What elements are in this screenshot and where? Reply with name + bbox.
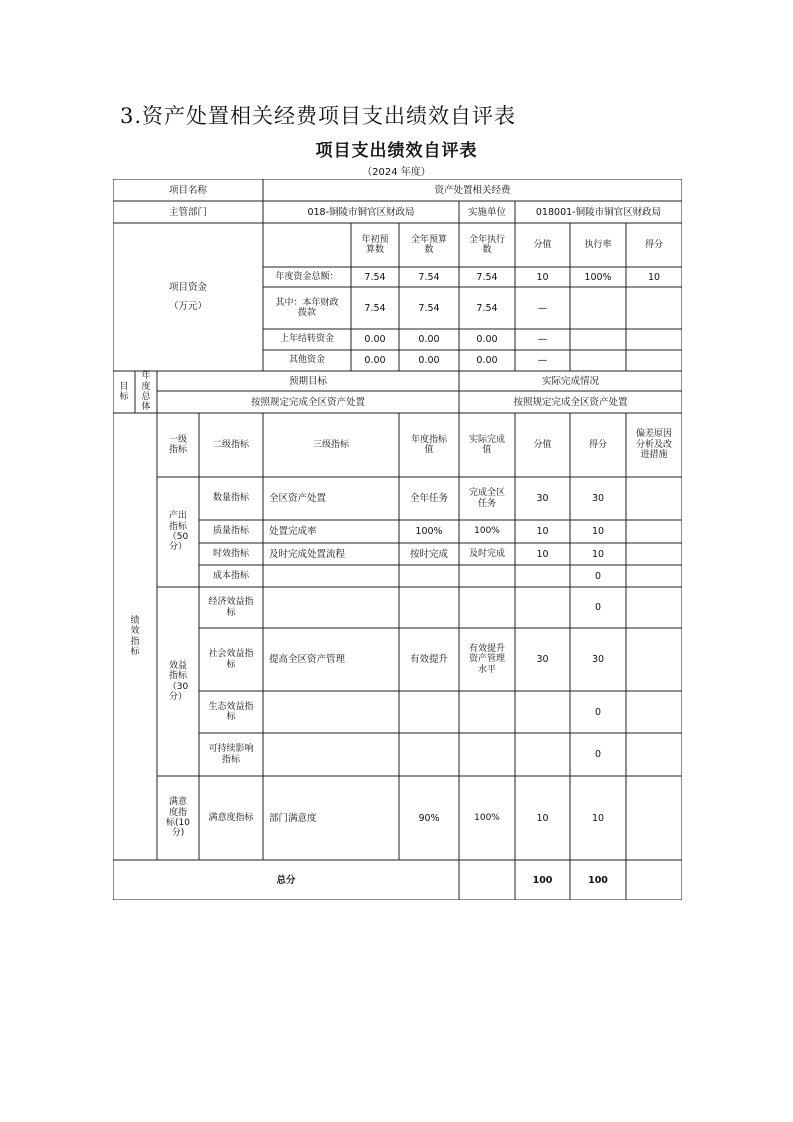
perf-level2: 时效指标 <box>212 548 249 559</box>
funds-cell: 10 <box>536 271 549 283</box>
perf-reason <box>626 565 682 587</box>
perf-header: 二级指标 <box>212 439 249 450</box>
funds-header: 全年执行 数 <box>468 234 505 255</box>
funds-cell: 0.00 <box>476 334 498 345</box>
perf-value: 10 <box>536 526 549 537</box>
funds-cell: 7.54 <box>364 302 386 314</box>
perf-score: 0 <box>594 602 602 613</box>
perf-reason <box>626 628 682 691</box>
perf-reason <box>626 477 682 520</box>
perf-value: 10 <box>536 548 549 560</box>
funds-header: 分值 <box>533 239 552 250</box>
funds-header: 得分 <box>644 239 663 250</box>
perf-value <box>515 733 570 776</box>
perf-level3: 及时完成处置流程 <box>269 548 346 560</box>
impl-value: 018001-铜陵市铜官区财政局 <box>535 206 662 218</box>
perf-actual <box>459 691 515 733</box>
perf-score: 10 <box>591 812 605 824</box>
perf-level2: 满意度指标 <box>208 812 254 823</box>
section-heading: 3.资产处置相关经费项目支出绩效自评表 <box>120 104 517 128</box>
funds-cell: 7.54 <box>364 271 386 283</box>
funds-cell: 0.00 <box>476 355 498 366</box>
funds-cell: 7.54 <box>418 271 440 283</box>
perf-actual: 100% <box>474 812 500 823</box>
funds-cell: 0.00 <box>364 334 386 345</box>
total-label: 总分 <box>276 874 296 886</box>
funds-header: 执行率 <box>584 239 612 250</box>
perf-level3: 部门满意度 <box>269 812 317 824</box>
funds-cell <box>626 287 682 329</box>
project-name-label: 项目名称 <box>168 184 207 196</box>
goals-label-left: 目 标 <box>119 381 129 402</box>
funds-header: 年初预 算数 <box>361 234 389 255</box>
funds-cell: — <box>537 302 548 314</box>
expected-goal-value: 按照规定完成全区资产处置 <box>250 396 365 408</box>
perf-level2: 数量指标 <box>212 493 249 504</box>
perf-level3 <box>263 587 399 628</box>
funds-cell <box>570 287 626 329</box>
funds-row-name: 其中：本年财政 拨款 <box>275 297 339 318</box>
perf-header: 一级 指标 <box>168 434 187 455</box>
perf-value <box>515 587 570 628</box>
year-note: （2024 年度） <box>362 167 431 178</box>
perf-value: 10 <box>536 812 549 824</box>
dept-value: 018-铜陵市铜官区财政局 <box>307 206 415 218</box>
perf-level2: 可持续影响 指标 <box>208 744 254 765</box>
perf-header: 得分 <box>588 439 607 450</box>
funds-row-name: 上年结转资金 <box>279 334 334 345</box>
perf-score: 10 <box>591 526 605 537</box>
perf-target: 有效提升 <box>409 654 448 665</box>
table-title: 项目支出绩效自评表 <box>315 141 478 161</box>
perf-target: 100% <box>415 526 443 537</box>
perf-reason <box>626 520 682 543</box>
perf-level3 <box>263 565 399 587</box>
perf-score: 0 <box>594 749 602 760</box>
perf-header: 偏差原因 分析及改 进措施 <box>635 429 672 461</box>
perf-reason <box>626 587 682 628</box>
goals-label-right: 年 度 总 体 <box>141 371 151 413</box>
funds-cell <box>570 329 626 350</box>
perf-level3: 处置完成率 <box>269 526 317 537</box>
perf-target <box>399 733 459 776</box>
perf-score: 0 <box>594 570 602 582</box>
project-name-value: 资产处置相关经费 <box>434 184 511 196</box>
perf-score: 10 <box>591 548 605 560</box>
perf-level3: 提高全区资产管理 <box>269 654 346 665</box>
perf-level2: 社会效益指 标 <box>208 649 254 670</box>
perf-level1: 满意 度指 标(10 分) <box>166 797 190 839</box>
perf-target <box>399 691 459 733</box>
perf-target: 全年任务 <box>409 493 448 504</box>
perf-level1: 产出 指标 （50 分） <box>167 511 189 553</box>
funds-cell: 7.54 <box>476 302 498 314</box>
perf-actual: 100% <box>474 526 500 537</box>
perf-level2: 质量指标 <box>212 526 249 537</box>
actual-goal-header: 实际完成情况 <box>541 375 599 387</box>
funds-row-name: 其他资金 <box>288 355 325 366</box>
perf-reason <box>626 691 682 733</box>
expected-goal-header: 预期目标 <box>288 375 327 387</box>
project-funds-label: 项目资金 （万元） <box>168 282 207 312</box>
perf-level1: 效益 指标 （30 分） <box>167 660 189 702</box>
perf-value: 30 <box>536 654 549 665</box>
funds-cell: 0.00 <box>418 334 440 345</box>
funds-cell: — <box>537 355 548 366</box>
funds-cell: 100% <box>584 271 612 283</box>
perf-target: 按时完成 <box>409 548 448 560</box>
perf-header: 实际完成 值 <box>468 434 505 455</box>
perf-level2: 经济效益指 标 <box>208 597 254 618</box>
perf-level3 <box>263 691 399 733</box>
perf-level2: 成本指标 <box>212 570 249 581</box>
funds-cell <box>570 350 626 371</box>
perf-reason <box>626 776 682 860</box>
total-score: 100 <box>588 874 608 886</box>
perf-level3 <box>263 733 399 776</box>
perf-reason <box>626 733 682 776</box>
perf-actual <box>459 565 515 587</box>
perf-header: 年度指标 值 <box>410 434 447 455</box>
perf-reason <box>626 543 682 565</box>
perf-actual: 完成全区 任务 <box>468 488 505 509</box>
self-evaluation-table <box>113 179 682 900</box>
actual-goal-value: 按照规定完成全区资产处置 <box>513 396 628 408</box>
funds-cell: 7.54 <box>418 302 440 314</box>
funds-cell: 10 <box>647 271 661 283</box>
total-value: 100 <box>532 874 553 886</box>
perf-actual <box>459 587 515 628</box>
perf-label: 绩 效 指 标 <box>130 615 140 657</box>
perf-score: 30 <box>591 493 605 504</box>
impl-label: 实施单位 <box>467 206 506 218</box>
perf-actual <box>459 733 515 776</box>
perf-value <box>515 691 570 733</box>
perf-score: 0 <box>594 706 602 718</box>
perf-value <box>515 565 570 587</box>
perf-actual: 及时完成 <box>468 548 505 559</box>
perf-target <box>399 565 459 587</box>
perf-actual: 有效提升 资产管理 水平 <box>468 643 505 675</box>
perf-header: 三级指标 <box>312 439 349 450</box>
funds-cell: 0.00 <box>364 355 386 366</box>
perf-level2: 生态效益指 标 <box>208 701 254 722</box>
funds-cell: 7.54 <box>476 271 498 283</box>
funds-cell <box>626 329 682 350</box>
perf-level3: 全区资产处置 <box>269 493 327 504</box>
funds-row-name: 年度资金总额： <box>275 271 339 282</box>
perf-target <box>399 587 459 628</box>
funds-cell: 0.00 <box>418 355 440 366</box>
perf-score: 30 <box>591 654 605 665</box>
perf-value: 30 <box>536 493 549 504</box>
funds-cell: — <box>537 334 548 345</box>
funds-cell <box>626 350 682 371</box>
funds-header: 全年预算 数 <box>410 234 447 255</box>
perf-target: 90% <box>418 812 440 824</box>
dept-label: 主管部门 <box>168 206 207 218</box>
perf-header: 分值 <box>533 439 552 450</box>
